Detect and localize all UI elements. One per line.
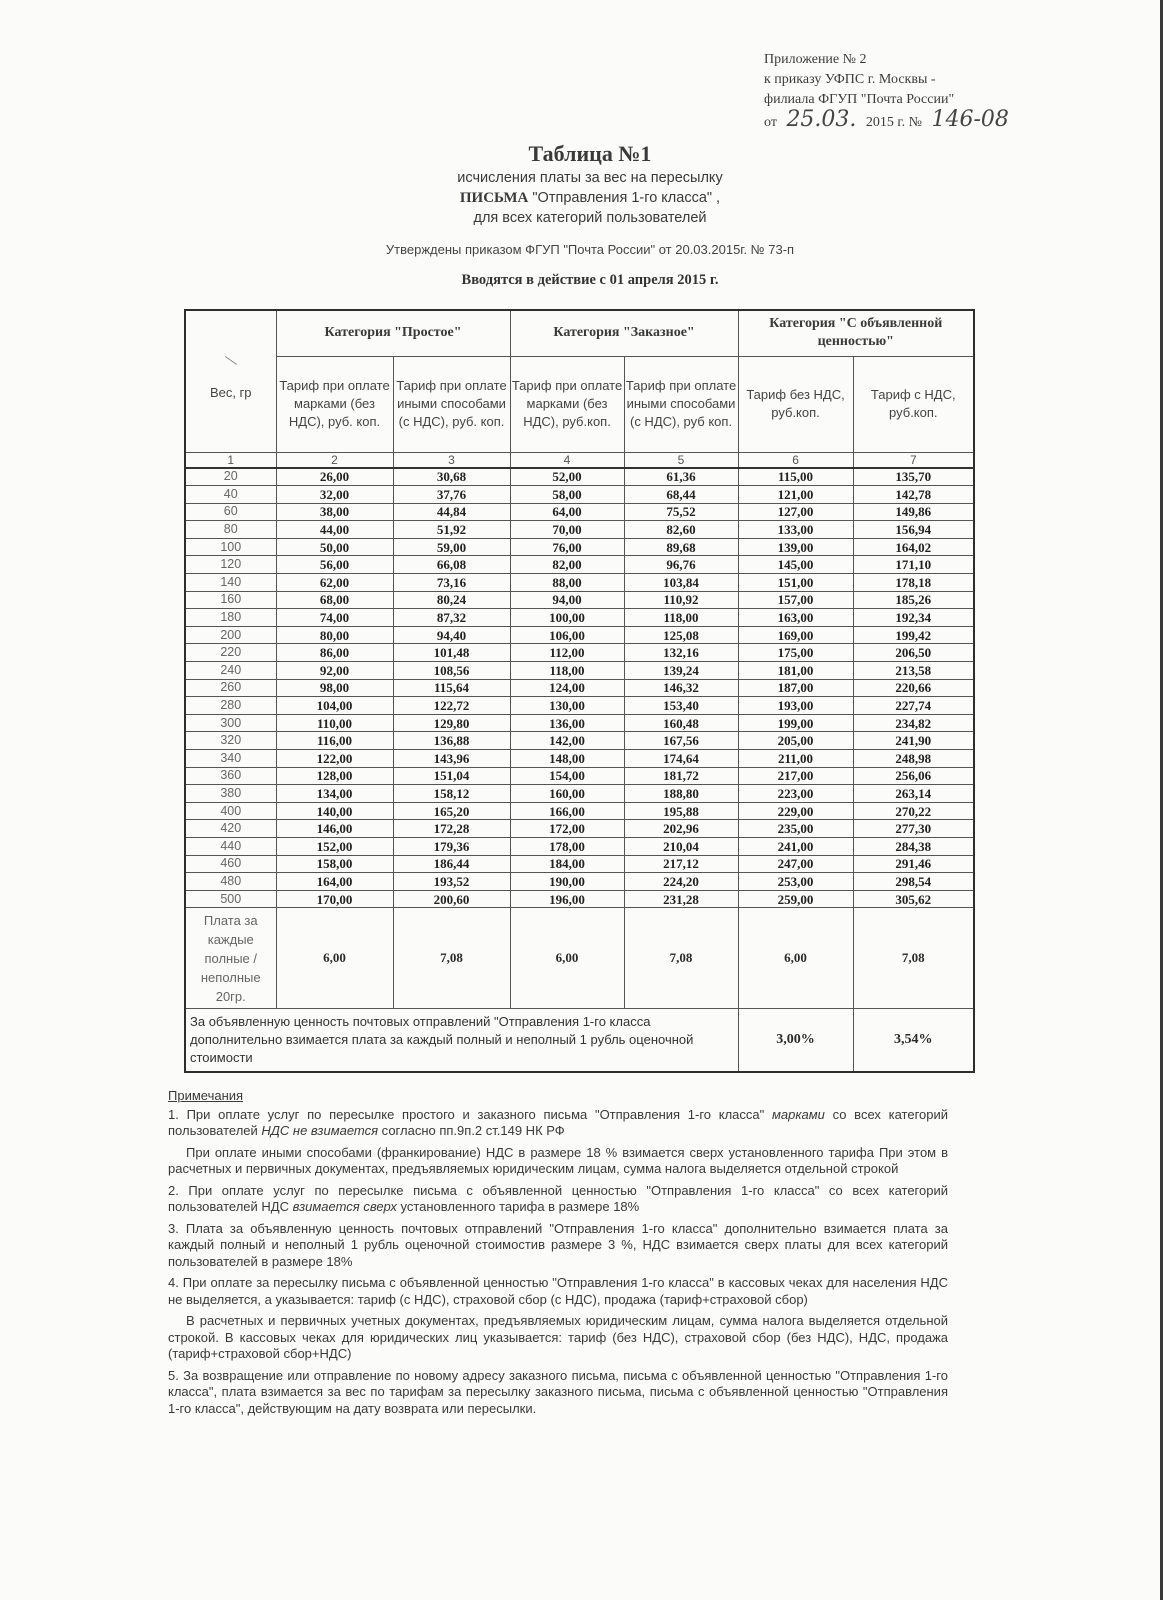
tariff-rows <box>185 468 974 908</box>
declared-value-row <box>185 1009 974 1073</box>
weight-cell: 120 <box>185 556 276 574</box>
table-cell: 259,00 <box>738 890 853 908</box>
table-cell: 151,00 <box>738 574 853 592</box>
table-cell: 98,00 <box>276 679 393 697</box>
appendix-line: к приказу УФПС г. Москвы - <box>764 72 936 87</box>
table-cell: 94,40 <box>393 626 510 644</box>
table-cell: 121,00 <box>738 486 853 504</box>
weight-cell: 200 <box>185 626 276 644</box>
table-cell: 73,16 <box>393 574 510 592</box>
title-line <box>300 188 880 208</box>
column-numbers-row <box>185 452 974 468</box>
table-cell: 152,00 <box>276 837 393 855</box>
table-row <box>185 873 974 891</box>
table-cell: 82,60 <box>624 521 738 539</box>
table-cell: 185,26 <box>853 591 974 609</box>
table-cell: 190,00 <box>510 873 624 891</box>
subheader: Тариф при оплате марками (без НДС), руб. коп. <box>276 356 393 452</box>
table-cell: 118,00 <box>510 662 624 680</box>
notes-heading: Примечания <box>168 1088 244 1103</box>
table-row <box>185 785 974 803</box>
table-cell: 145,00 <box>738 556 853 574</box>
weight-header-label: Вес, гр <box>209 385 252 401</box>
table-cell: 153,40 <box>624 697 738 715</box>
note-text: со всех категорий пользователей <box>168 1106 949 1138</box>
weight-cell: 300 <box>185 714 276 732</box>
table-cell: 151,04 <box>393 767 510 785</box>
table-cell: 199,42 <box>853 626 974 644</box>
declared-value-description: За объявленную ценность почтовых отправлений "Отправления 1-го класса дополнительно взимается плата за каждый полный и неполный 1 рубль оценочной стоимости <box>185 1009 738 1073</box>
table-cell: 112,00 <box>510 644 624 662</box>
table-cell: 61,36 <box>624 468 738 486</box>
table-cell: 160,00 <box>510 785 624 803</box>
table-cell: 56,00 <box>276 556 393 574</box>
table-cell: 305,62 <box>853 890 974 908</box>
table-cell: 7,08 <box>624 908 738 1009</box>
subheader: Тариф с НДС, руб.коп. <box>853 356 974 452</box>
table-cell: 59,00 <box>393 538 510 556</box>
table-cell: 241,90 <box>853 732 974 750</box>
weight-cell: 440 <box>185 837 276 855</box>
table-cell: 186,44 <box>393 855 510 873</box>
table-row <box>185 626 974 644</box>
weight-cell: 260 <box>185 679 276 697</box>
table-cell: 235,00 <box>738 820 853 838</box>
weight-cell: 420 <box>185 820 276 838</box>
table-cell: 158,00 <box>276 855 393 873</box>
table-cell: 115,00 <box>738 468 853 486</box>
table-cell: 146,00 <box>276 820 393 838</box>
table-cell: 139,24 <box>624 662 738 680</box>
table-cell: 130,00 <box>510 697 624 715</box>
handwritten-number: 146-08 <box>931 107 1009 132</box>
note-text: 2. При оплате услуг по пересылке письма с объявленной ценностью "Отправления 1-го класса" со всех категорий пользователей НДС <box>168 1182 948 1214</box>
table-cell: 50,00 <box>276 538 393 556</box>
table-cell: 223,00 <box>738 785 853 803</box>
table-cell: 80,00 <box>276 626 393 644</box>
column-number: 6 <box>738 452 853 468</box>
table-cell: 188,80 <box>624 785 738 803</box>
title-line: для всех категорий пользователей <box>473 210 707 226</box>
table-cell: 58,00 <box>510 486 624 504</box>
table-cell: 80,24 <box>393 591 510 609</box>
table-cell: 101,48 <box>393 644 510 662</box>
table-cell: 51,92 <box>393 521 510 539</box>
table-cell: 270,22 <box>853 802 974 820</box>
weight-cell: 460 <box>185 855 276 873</box>
table-cell: 136,88 <box>393 732 510 750</box>
table-cell: 229,00 <box>738 802 853 820</box>
table-cell: 217,00 <box>738 767 853 785</box>
table-cell: 181,72 <box>624 767 738 785</box>
note-4-para-2: В расчетных и первичных учетных документах, предъявляемых юридическим лицам, сумма налога выделяется отдельной строкой. В кассовых чеках для юридических лиц указывается: тариф (без НДС), страховой сбор (без НДС), НДС, продажа (тариф+страховой сбор+НДС) <box>168 1313 948 1361</box>
table-cell: 92,00 <box>276 662 393 680</box>
weight-cell: 60 <box>185 503 276 521</box>
weight-cell: 280 <box>185 697 276 715</box>
note-text: установленного тарифа в размере 18% <box>396 1199 640 1214</box>
table-row <box>185 538 974 556</box>
column-number: 1 <box>185 452 276 468</box>
table-row <box>185 574 974 592</box>
table-cell: 106,00 <box>510 626 624 644</box>
table-cell: 139,00 <box>738 538 853 556</box>
table-cell: 234,82 <box>853 714 974 732</box>
table-row <box>185 662 974 680</box>
table-cell: 160,48 <box>624 714 738 732</box>
note-emphasis: марками <box>771 1106 825 1122</box>
table-cell: 118,00 <box>624 609 738 627</box>
table-cell: 175,00 <box>738 644 853 662</box>
table-cell: 196,00 <box>510 890 624 908</box>
handwritten-date: 25.03. <box>786 107 857 132</box>
appendix-header <box>764 50 1064 133</box>
table-cell: 248,98 <box>853 750 974 768</box>
table-cell: 44,84 <box>393 503 510 521</box>
weight-cell: 80 <box>185 521 276 539</box>
table-cell: 94,00 <box>510 591 624 609</box>
table-cell: 86,00 <box>276 644 393 662</box>
table-cell: 87,32 <box>393 609 510 627</box>
weight-cell: 340 <box>185 750 276 768</box>
table-cell: 277,30 <box>853 820 974 838</box>
table-cell: 129,80 <box>393 714 510 732</box>
subheader: Тариф без НДС, руб.коп. <box>738 356 853 452</box>
weight-cell: 500 <box>185 890 276 908</box>
table-cell: 205,00 <box>738 732 853 750</box>
table-cell: 142,78 <box>853 486 974 504</box>
table-row <box>185 767 974 785</box>
table-cell: 192,34 <box>853 609 974 627</box>
subheader: Тариф при оплате иными способами (с НДС), руб. коп. <box>393 356 510 452</box>
per-20g-row <box>185 908 974 1009</box>
table-row <box>185 556 974 574</box>
weight-cell: 240 <box>185 662 276 680</box>
column-number: 5 <box>624 452 738 468</box>
table-cell: 125,08 <box>624 626 738 644</box>
table-cell: 165,20 <box>393 802 510 820</box>
weight-cell: 380 <box>185 785 276 803</box>
table-row <box>185 750 974 768</box>
table-cell: 184,00 <box>510 855 624 873</box>
category-simple: Категория "Простое" <box>276 310 510 356</box>
column-number: 2 <box>276 452 393 468</box>
table-row <box>185 697 974 715</box>
table-cell: 146,32 <box>624 679 738 697</box>
title-line: исчисления платы за вес на пересылку <box>457 170 723 186</box>
table-cell: 132,16 <box>624 644 738 662</box>
number-label: № <box>908 115 922 130</box>
table-row <box>185 802 974 820</box>
column-number: 3 <box>393 452 510 468</box>
notes-section <box>168 1088 948 1422</box>
table-row <box>185 855 974 873</box>
year-label: 2015 г. <box>865 115 906 130</box>
table-cell: 52,00 <box>510 468 624 486</box>
per-20g-label: Плата за каждые полные /неполные 20гр. <box>185 908 276 1009</box>
table-row <box>185 890 974 908</box>
table-cell: 174,64 <box>624 750 738 768</box>
table-cell: 227,74 <box>853 697 974 715</box>
table-cell: 148,00 <box>510 750 624 768</box>
table-cell: 76,00 <box>510 538 624 556</box>
weight-cell: 480 <box>185 873 276 891</box>
table-cell: 135,70 <box>853 468 974 486</box>
table-cell: 134,00 <box>276 785 393 803</box>
table-cell: 179,36 <box>393 837 510 855</box>
table-cell: 103,84 <box>624 574 738 592</box>
table-cell: 30,68 <box>393 468 510 486</box>
table-cell: 154,00 <box>510 767 624 785</box>
table-cell: 224,20 <box>624 873 738 891</box>
table-row <box>185 591 974 609</box>
table-cell: 200,60 <box>393 890 510 908</box>
weight-cell: 400 <box>185 802 276 820</box>
table-cell: 108,56 <box>393 662 510 680</box>
table-cell: 68,44 <box>624 486 738 504</box>
table-row <box>185 837 974 855</box>
tariff-table-wrap <box>184 309 973 1073</box>
note-5: 5. За возвращение или отправление по новому адресу заказного письма, письма с объявленной ценностью "Отправления 1-го класса", плата взимается за вес по тарифам за пересылку заказного письма, письма с объявленной ценностью "Отправления 1-го класса", действующим на дату возврата или пересылки. <box>168 1367 948 1416</box>
table-cell: 7,08 <box>853 908 974 1009</box>
effective-line: Вводятся в действие с 01 апреля 2015 г. <box>461 272 719 288</box>
table-cell: 213,58 <box>853 662 974 680</box>
column-number: 7 <box>853 452 974 468</box>
table-cell: 110,92 <box>624 591 738 609</box>
table-cell: 122,00 <box>276 750 393 768</box>
category-declared-value: Категория "С объявленной ценностью" <box>738 310 974 356</box>
table-cell: 44,00 <box>276 521 393 539</box>
table-cell: 187,00 <box>738 679 853 697</box>
table-cell: 193,00 <box>738 697 853 715</box>
table-cell: 110,00 <box>276 714 393 732</box>
table-cell: 70,00 <box>510 521 624 539</box>
table-cell: 122,72 <box>393 697 510 715</box>
table-cell: 115,64 <box>393 679 510 697</box>
table-cell: 172,28 <box>393 820 510 838</box>
weight-header <box>185 310 276 452</box>
table-cell: 206,50 <box>853 644 974 662</box>
title-line-rest: "Отправления 1-го класса" , <box>528 190 721 206</box>
weight-cell: 180 <box>185 609 276 627</box>
subheader: Тариф при оплате марками (без НДС), руб.коп. <box>510 356 624 452</box>
table-cell: 158,12 <box>393 785 510 803</box>
table-cell: 178,18 <box>853 574 974 592</box>
weight-cell: 20 <box>185 468 276 486</box>
table-cell: 181,00 <box>738 662 853 680</box>
table-cell: 256,06 <box>853 767 974 785</box>
table-title: Таблица №1 <box>528 141 652 166</box>
table-cell: 74,00 <box>276 609 393 627</box>
category-registered: Категория "Заказное" <box>510 310 738 356</box>
table-cell: 66,08 <box>393 556 510 574</box>
approved-line: Утверждены приказом ФГУП "Почта России" от 20.03.2015г. № 73-п <box>385 242 795 257</box>
table-row <box>185 644 974 662</box>
appendix-date-line <box>764 107 1064 133</box>
table-cell: 284,38 <box>853 837 974 855</box>
table-cell: 6,00 <box>510 908 624 1009</box>
table-cell: 178,00 <box>510 837 624 855</box>
table-cell: 167,56 <box>624 732 738 750</box>
table-cell: 133,00 <box>738 521 853 539</box>
note-1 <box>168 1107 948 1140</box>
table-row <box>185 732 974 750</box>
weight-cell: 100 <box>185 538 276 556</box>
declared-percent-no-vat: 3,00% <box>738 1009 853 1073</box>
weight-cell: 140 <box>185 574 276 592</box>
appendix-line: филиала ФГУП "Почта России" <box>764 92 955 107</box>
table-row <box>185 503 974 521</box>
table-cell: 26,00 <box>276 468 393 486</box>
weight-cell: 160 <box>185 591 276 609</box>
table-cell: 171,10 <box>853 556 974 574</box>
table-cell: 149,86 <box>853 503 974 521</box>
note-text: согласно пп.9п.2 ст.149 НК РФ <box>378 1123 565 1138</box>
table-cell: 291,46 <box>853 855 974 873</box>
declared-percent-vat: 3,54% <box>853 1009 974 1073</box>
note-emphasis: взимается сверх <box>292 1199 397 1214</box>
table-cell: 193,52 <box>393 873 510 891</box>
table-cell: 253,00 <box>738 873 853 891</box>
weight-cell: 320 <box>185 732 276 750</box>
table-row <box>185 679 974 697</box>
table-cell: 96,76 <box>624 556 738 574</box>
weight-cell: 220 <box>185 644 276 662</box>
table-cell: 104,00 <box>276 697 393 715</box>
table-cell: 68,00 <box>276 591 393 609</box>
table-row <box>185 521 974 539</box>
note-emphasis: НДС не взимается <box>261 1123 379 1138</box>
title-bold-word: ПИСЬМА <box>459 190 529 206</box>
table-cell: 231,28 <box>624 890 738 908</box>
column-number: 4 <box>510 452 624 468</box>
note-text: 1. При оплате услуг по пересылке простого и заказного письма "Отправления 1-го класса" <box>168 1106 772 1122</box>
from-label: от <box>764 115 777 130</box>
table-cell: 100,00 <box>510 609 624 627</box>
table-cell: 157,00 <box>738 591 853 609</box>
table-cell: 156,94 <box>853 521 974 539</box>
table-cell: 170,00 <box>276 890 393 908</box>
table-row <box>185 820 974 838</box>
table-cell: 89,68 <box>624 538 738 556</box>
table-cell: 164,00 <box>276 873 393 891</box>
table-cell: 116,00 <box>276 732 393 750</box>
diagonal-mark <box>225 356 237 365</box>
table-cell: 166,00 <box>510 802 624 820</box>
table-cell: 143,96 <box>393 750 510 768</box>
table-cell: 210,04 <box>624 837 738 855</box>
table-cell: 88,00 <box>510 574 624 592</box>
title-block <box>300 140 880 228</box>
table-cell: 172,00 <box>510 820 624 838</box>
table-cell: 7,08 <box>393 908 510 1009</box>
weight-cell: 40 <box>185 486 276 504</box>
table-cell: 142,00 <box>510 732 624 750</box>
table-cell: 163,00 <box>738 609 853 627</box>
subheader: Тариф при оплате иными способами (с НДС), руб коп. <box>624 356 738 452</box>
table-cell: 32,00 <box>276 486 393 504</box>
table-cell: 6,00 <box>276 908 393 1009</box>
table-row <box>185 714 974 732</box>
table-cell: 82,00 <box>510 556 624 574</box>
table-cell: 217,12 <box>624 855 738 873</box>
table-cell: 75,52 <box>624 503 738 521</box>
table-cell: 37,76 <box>393 486 510 504</box>
table-row <box>185 468 974 486</box>
table-cell: 241,00 <box>738 837 853 855</box>
table-cell: 128,00 <box>276 767 393 785</box>
appendix-line: Приложение № 2 <box>764 52 867 67</box>
table-cell: 124,00 <box>510 679 624 697</box>
table-cell: 127,00 <box>738 503 853 521</box>
note-3: 3. Плата за объявленную ценность почтовых отправлений "Отправления 1-го класса" дополнительно взимается плата за каждый полный и неполный 1 рубль оценочной стоимостив размере 3 %, НДС взимается сверх платы для всех категорий пользователей в размере 18% <box>168 1220 948 1269</box>
note-2 <box>168 1183 948 1216</box>
table-cell: 263,14 <box>853 785 974 803</box>
table-cell: 169,00 <box>738 626 853 644</box>
table-cell: 64,00 <box>510 503 624 521</box>
table-cell: 62,00 <box>276 574 393 592</box>
table-cell: 164,02 <box>853 538 974 556</box>
table-cell: 211,00 <box>738 750 853 768</box>
tariff-table <box>184 309 975 1073</box>
table-cell: 220,66 <box>853 679 974 697</box>
table-cell: 140,00 <box>276 802 393 820</box>
note-1-para-2: При оплате иными способами (франкирование) НДС в размере 18 % взимается сверх установленного тарифа При этом в расчетных и первичных документах, предъявляемых юридическим лицам, сумма налога выделяется отдельной строкой <box>168 1144 948 1176</box>
table-row <box>185 609 974 627</box>
table-cell: 202,96 <box>624 820 738 838</box>
table-row <box>185 486 974 504</box>
table-cell: 195,88 <box>624 802 738 820</box>
table-cell: 6,00 <box>738 908 853 1009</box>
table-cell: 199,00 <box>738 714 853 732</box>
table-cell: 38,00 <box>276 503 393 521</box>
table-cell: 298,54 <box>853 873 974 891</box>
table-cell: 136,00 <box>510 714 624 732</box>
table-cell: 247,00 <box>738 855 853 873</box>
weight-cell: 360 <box>185 767 276 785</box>
note-4: 4. При оплате за пересылку письма с объявленной ценностью "Отправления 1-го класса" в кассовых чеках для населения НДС не выделяется, а указывается: тариф (с НДС), страховой сбор (с НДС), продажа (тариф+страховой сбор) <box>168 1275 948 1307</box>
